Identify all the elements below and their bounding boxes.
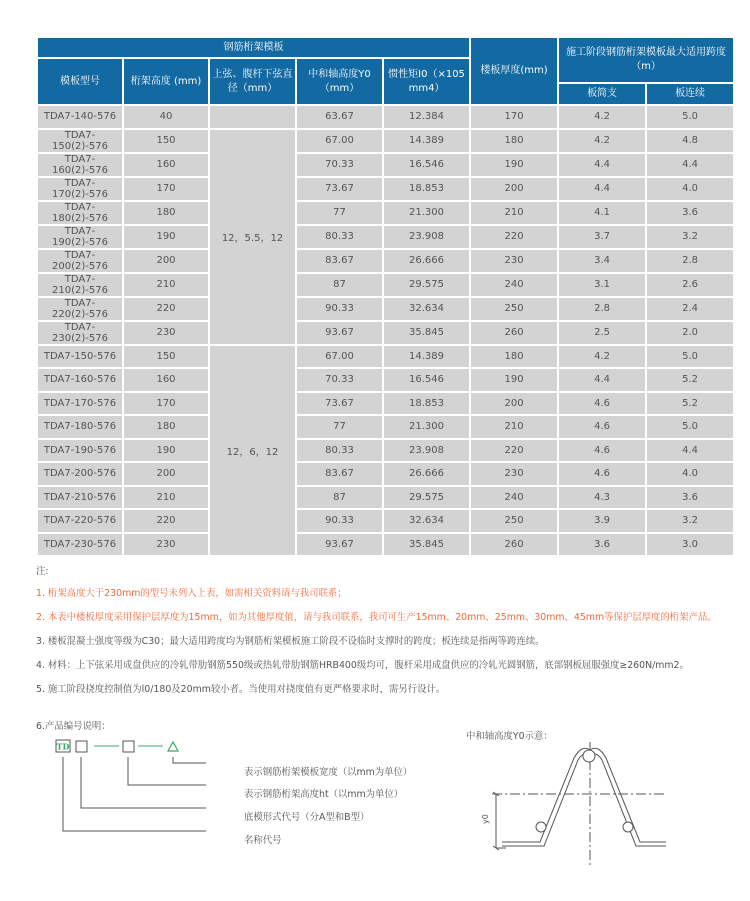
col-header-truss-height: 桁架高度 (mm) xyxy=(124,59,208,104)
cell-slab-thickness: 180 xyxy=(471,130,557,152)
table-row xyxy=(38,534,733,556)
cell-continuous: 5.0 xyxy=(647,106,733,128)
cell-neutral-axis: 83.67 xyxy=(297,463,382,485)
cell-slab-thickness: 210 xyxy=(471,202,557,224)
cell-simply-supported: 4.2 xyxy=(559,130,645,152)
cell-continuous: 3.6 xyxy=(647,487,733,509)
y0-diagram-title: 中和轴高度Y0示意： xyxy=(466,731,553,742)
table-row xyxy=(38,226,733,248)
cell-model: TDA7-200(2)-576 xyxy=(38,250,122,272)
code-explain-title: 6.产品编号说明： xyxy=(36,721,111,732)
cell-simply-supported: 4.3 xyxy=(559,487,645,509)
cell-simply-supported: 3.9 xyxy=(559,510,645,532)
cell-model: TDA7-200-576 xyxy=(38,463,122,485)
cell-inertia: 35.845 xyxy=(384,322,469,344)
cell-slab-thickness: 170 xyxy=(471,106,557,128)
cell-model: TDA7-160(2)-576 xyxy=(38,154,122,176)
cell-neutral-axis: 90.33 xyxy=(297,510,382,532)
cell-bar-diameter: 12，5.5，12 xyxy=(210,130,295,344)
cell-simply-supported: 4.1 xyxy=(559,202,645,224)
label-width: 表示钢筋桁架模板宽度（以mm为单位） xyxy=(244,767,413,778)
table-row xyxy=(38,369,733,391)
cell-truss-height: 220 xyxy=(124,510,208,532)
cell-truss-height: 170 xyxy=(124,178,208,200)
cell-model: TDA7-170-576 xyxy=(38,393,122,415)
cell-simply-supported: 4.2 xyxy=(559,346,645,368)
cell-model: TDA7-180(2)-576 xyxy=(38,202,122,224)
table-body xyxy=(38,106,733,555)
note-2: 2. 本表中楼板厚度采用保护层厚度为15mm，如为其他厚度值，请与我司联系，我司可生产15mm、20mm、25mm、30mm、45mm等保护层厚度的桁架产品。 xyxy=(36,612,717,623)
cell-truss-height: 150 xyxy=(124,346,208,368)
cell-truss-height: 210 xyxy=(124,274,208,296)
cell-model: TDA7-160-576 xyxy=(38,369,122,391)
cell-truss-height: 230 xyxy=(124,322,208,344)
cell-model: TDA7-150-576 xyxy=(38,346,122,368)
note-5: 5. 施工阶段挠度控制值为l0/180及20mm较小者。当使用对挠度值有更严格要求时，需另行设计。 xyxy=(36,684,446,695)
cell-neutral-axis: 80.33 xyxy=(297,440,382,462)
cell-slab-thickness: 220 xyxy=(471,440,557,462)
bottom-chord-right-circle xyxy=(623,822,633,832)
cell-neutral-axis: 80.33 xyxy=(297,226,382,248)
cell-slab-thickness: 240 xyxy=(471,274,557,296)
cell-neutral-axis: 93.67 xyxy=(297,322,382,344)
cell-inertia: 14.389 xyxy=(384,346,469,368)
table-row xyxy=(38,202,733,224)
cell-simply-supported: 2.5 xyxy=(559,322,645,344)
cell-truss-height: 230 xyxy=(124,534,208,556)
cell-simply-supported: 3.6 xyxy=(559,534,645,556)
cell-inertia: 32.634 xyxy=(384,298,469,320)
note-3: 3. 楼板混凝土强度等级为C30；最大适用跨度均为钢筋桁架模板施工阶段不设临时支撑时的跨度；板连续是指两等跨连续。 xyxy=(36,636,545,647)
table-row xyxy=(38,154,733,176)
cell-neutral-axis: 77 xyxy=(297,416,382,438)
col-header-simply-supported: 板简支 xyxy=(559,84,645,104)
table-row xyxy=(38,298,733,320)
table-row xyxy=(38,393,733,415)
cell-neutral-axis: 87 xyxy=(297,487,382,509)
cell-slab-thickness: 200 xyxy=(471,178,557,200)
cell-truss-height: 210 xyxy=(124,487,208,509)
cell-model: TDA7-220(2)-576 xyxy=(38,298,122,320)
type-box xyxy=(76,741,87,752)
prefix-text: TD xyxy=(56,741,70,752)
cell-truss-height: 200 xyxy=(124,250,208,272)
cell-slab-thickness: 240 xyxy=(471,487,557,509)
cell-model: TDA7-190-576 xyxy=(38,440,122,462)
cell-simply-supported: 4.6 xyxy=(559,393,645,415)
cell-neutral-axis: 90.33 xyxy=(297,298,382,320)
cell-truss-height: 200 xyxy=(124,463,208,485)
cell-model: TDA7-220-576 xyxy=(38,510,122,532)
cell-simply-supported: 4.4 xyxy=(559,178,645,200)
cell-truss-height: 190 xyxy=(124,226,208,248)
cell-model: TDA7-230-576 xyxy=(38,534,122,556)
cell-simply-supported: 4.6 xyxy=(559,416,645,438)
cell-slab-thickness: 200 xyxy=(471,393,557,415)
cell-simply-supported: 4.6 xyxy=(559,463,645,485)
cell-continuous: 3.2 xyxy=(647,226,733,248)
table-row xyxy=(38,106,733,128)
cell-slab-thickness: 260 xyxy=(471,534,557,556)
col-header-slab-thickness: 楼板厚度(mm) xyxy=(471,38,557,104)
cell-inertia: 21.300 xyxy=(384,202,469,224)
col-header-neutral-axis: 中和轴高度Y0（mm） xyxy=(297,59,382,104)
cell-continuous: 4.8 xyxy=(647,130,733,152)
cell-inertia: 26.666 xyxy=(384,250,469,272)
cell-neutral-axis: 67.00 xyxy=(297,346,382,368)
top-chord-circle xyxy=(583,750,595,762)
cell-simply-supported: 4.4 xyxy=(559,369,645,391)
table-row xyxy=(38,440,733,462)
cell-truss-height: 170 xyxy=(124,393,208,415)
cell-inertia: 29.575 xyxy=(384,487,469,509)
cell-neutral-axis: 87 xyxy=(297,274,382,296)
cell-slab-thickness: 230 xyxy=(471,463,557,485)
cell-continuous: 2.0 xyxy=(647,322,733,344)
notes-title: 注: xyxy=(36,566,49,577)
cell-continuous: 2.4 xyxy=(647,298,733,320)
cell-inertia: 32.634 xyxy=(384,510,469,532)
cell-slab-thickness: 220 xyxy=(471,226,557,248)
table-row xyxy=(38,250,733,272)
label-bottom-type: 底模形式代号（分A型和B型） xyxy=(244,812,370,823)
cell-truss-height: 180 xyxy=(124,202,208,224)
cell-model: TDA7-140-576 xyxy=(38,106,122,128)
note-4: 4. 材料：上下弦采用成盘供应的冷轧带肋钢筋550级或热轧带肋钢筋HRB400级均可，腹杆采用成盘供应的冷轧光圆钢筋，底部钢板屈服强度≥260N/mm2。 xyxy=(36,660,689,671)
cell-continuous: 3.2 xyxy=(647,510,733,532)
cell-slab-thickness: 180 xyxy=(471,346,557,368)
cell-inertia: 12.384 xyxy=(384,106,469,128)
cell-continuous: 5.2 xyxy=(647,393,733,415)
cell-neutral-axis: 63.67 xyxy=(297,106,382,128)
cell-inertia: 26.666 xyxy=(384,463,469,485)
cell-inertia: 21.300 xyxy=(384,416,469,438)
cell-model: TDA7-180-576 xyxy=(38,416,122,438)
cell-slab-thickness: 190 xyxy=(471,369,557,391)
table-row xyxy=(38,178,733,200)
cell-simply-supported: 3.4 xyxy=(559,250,645,272)
cell-truss-height: 190 xyxy=(124,440,208,462)
cell-neutral-axis: 73.67 xyxy=(297,178,382,200)
product-code-diagram xyxy=(36,735,456,855)
cell-continuous: 4.4 xyxy=(647,154,733,176)
table-row xyxy=(38,487,733,509)
table-row xyxy=(38,346,733,368)
label-name-code: 名称代号 xyxy=(244,835,282,846)
cell-neutral-axis: 67.00 xyxy=(297,130,382,152)
cell-continuous: 2.6 xyxy=(647,274,733,296)
cell-truss-height: 220 xyxy=(124,298,208,320)
cell-neutral-axis: 83.67 xyxy=(297,250,382,272)
cell-truss-height: 180 xyxy=(124,416,208,438)
col-header-continuous: 板连续 xyxy=(647,84,733,104)
cell-simply-supported: 3.1 xyxy=(559,274,645,296)
cell-slab-thickness: 210 xyxy=(471,416,557,438)
group-header-span: 施工阶段钢筋桁架模板最大适用跨度（m） xyxy=(559,38,733,82)
cell-continuous: 5.0 xyxy=(647,416,733,438)
cell-slab-thickness: 260 xyxy=(471,322,557,344)
cell-inertia: 16.546 xyxy=(384,154,469,176)
y0-diagram xyxy=(466,738,666,878)
cell-model: TDA7-170(2)-576 xyxy=(38,178,122,200)
cell-continuous: 3.0 xyxy=(647,534,733,556)
cell-simply-supported: 2.8 xyxy=(559,298,645,320)
cell-model: TDA7-210(2)-576 xyxy=(38,274,122,296)
cell-neutral-axis: 77 xyxy=(297,202,382,224)
cell-model: TDA7-210-576 xyxy=(38,487,122,509)
cell-simply-supported: 4.2 xyxy=(559,106,645,128)
cell-bar-diameter: 12，6，12 xyxy=(210,346,295,556)
cell-inertia: 16.546 xyxy=(384,369,469,391)
cell-continuous: 5.0 xyxy=(647,346,733,368)
col-header-model: 模板型号 xyxy=(38,59,122,104)
cell-continuous: 2.8 xyxy=(647,250,733,272)
table-row xyxy=(38,463,733,485)
table-row xyxy=(38,510,733,532)
cell-neutral-axis: 93.67 xyxy=(297,534,382,556)
cell-model: TDA7-190(2)-576 xyxy=(38,226,122,248)
col-header-inertia: 惯性矩I0（×105 mm4） xyxy=(384,59,469,104)
table-row xyxy=(38,274,733,296)
cell-simply-supported: 4.4 xyxy=(559,154,645,176)
cell-model: TDA7-230(2)-576 xyxy=(38,322,122,344)
spec-table xyxy=(36,36,735,557)
cell-neutral-axis: 73.67 xyxy=(297,393,382,415)
bottom-chord-left-circle xyxy=(536,822,546,832)
cell-continuous: 5.2 xyxy=(647,369,733,391)
cell-truss-height: 160 xyxy=(124,154,208,176)
y0-dim-label: y0 xyxy=(481,814,490,824)
cell-inertia: 18.853 xyxy=(384,393,469,415)
cell-inertia: 14.389 xyxy=(384,130,469,152)
cell-neutral-axis: 70.33 xyxy=(297,369,382,391)
cell-slab-thickness: 250 xyxy=(471,510,557,532)
cell-neutral-axis: 70.33 xyxy=(297,154,382,176)
cell-inertia: 23.908 xyxy=(384,440,469,462)
label-height: 表示钢筋桁架高度ht（以mm为单位） xyxy=(244,789,404,800)
cell-continuous: 3.6 xyxy=(647,202,733,224)
note-1: 1. 桁架高度大于230mm的型号未列入上表，如需相关资料请与我司联系； xyxy=(36,588,347,599)
cell-simply-supported: 3.7 xyxy=(559,226,645,248)
table-row xyxy=(38,416,733,438)
group-header-truss: 钢筋桁架模板 xyxy=(38,38,469,57)
cell-inertia: 18.853 xyxy=(384,178,469,200)
cell-slab-thickness: 250 xyxy=(471,298,557,320)
cell-slab-thickness: 190 xyxy=(471,154,557,176)
table-row xyxy=(38,130,733,152)
cell-truss-height: 40 xyxy=(124,106,208,128)
cell-inertia: 35.845 xyxy=(384,534,469,556)
cell-truss-height: 160 xyxy=(124,369,208,391)
cell-model: TDA7-150(2)-576 xyxy=(38,130,122,152)
width-triangle-icon xyxy=(168,742,178,751)
cell-slab-thickness: 230 xyxy=(471,250,557,272)
cell-inertia: 23.908 xyxy=(384,226,469,248)
cell-truss-height: 150 xyxy=(124,130,208,152)
table-row xyxy=(38,322,733,344)
cell-bar-diameter xyxy=(210,106,295,128)
cell-continuous: 4.0 xyxy=(647,178,733,200)
cell-simply-supported: 4.6 xyxy=(559,440,645,462)
cell-continuous: 4.4 xyxy=(647,440,733,462)
col-header-bar-diameter: 上弦、腹杆下弦直径（mm） xyxy=(210,59,295,104)
cell-continuous: 4.0 xyxy=(647,463,733,485)
height-box xyxy=(123,741,134,752)
cell-inertia: 29.575 xyxy=(384,274,469,296)
